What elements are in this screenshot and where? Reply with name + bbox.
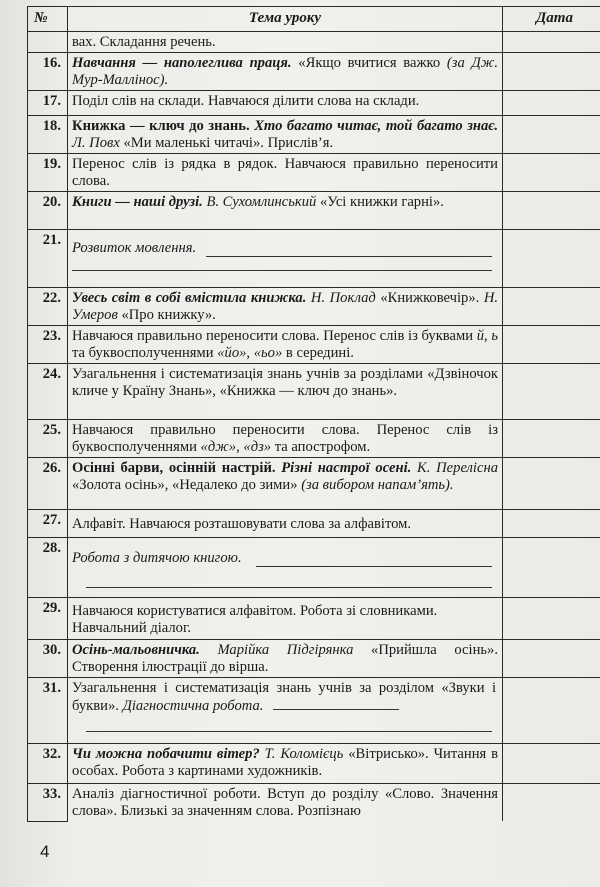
row-topic: Аналіз діагностичної роботи. Вступ до розділу «Слово. Значення слова». Близькі за значенням слова. Розпізнаю — [68, 784, 503, 822]
row-topic: Осінні барви, осінній настрій. Різні настрої осені. К. Перелісна «Золота осінь», «Недалеко до зими» (за вибором напам’ять). — [68, 458, 503, 510]
row-number: 19. — [28, 154, 68, 192]
row-topic: Навчаюся правильно переносити слова. Перенос слів із буквами й, ь та буквосполученнями «йо», «ьо» в середині. — [68, 326, 503, 364]
header-number: № — [28, 7, 68, 32]
row-date — [503, 364, 600, 420]
row-date — [503, 458, 600, 510]
row-number — [28, 32, 68, 53]
table-row — [28, 510, 600, 538]
table-row — [28, 538, 600, 598]
writing-line — [256, 552, 492, 567]
table-row — [28, 288, 600, 326]
page-number: 4 — [40, 842, 50, 861]
row-date — [503, 678, 600, 744]
row-topic: Навчаюся користуватися алфавітом. Робота зі словниками. Навчальний діалог. — [68, 598, 503, 640]
row-date — [503, 744, 600, 784]
writing-line — [273, 697, 399, 710]
row-topic: Увесь світ в собі вмістила книжка. Н. Поклад «Книжковечір». Н. Умеров «Про книжку». — [68, 288, 503, 326]
table-row — [28, 91, 600, 116]
table-row — [28, 116, 600, 154]
row-number: 18. — [28, 116, 68, 154]
row-date — [503, 230, 600, 288]
row-date — [503, 326, 600, 364]
table-row — [28, 598, 600, 640]
table-row — [28, 192, 600, 230]
row-topic: Перенос слів із рядка в рядок. Навчаюся правильно переносити слова. — [68, 154, 503, 192]
writing-line — [86, 715, 492, 732]
row-topic: вах. Складання речень. — [68, 32, 503, 53]
row-topic: Узагальнення і систематизація знань учнів за розділом «Звуки і букви». Діагностична робота. — [68, 678, 503, 744]
row-number: 23. — [28, 326, 68, 364]
row-date — [503, 154, 600, 192]
row-date — [503, 420, 600, 458]
row-number: 33. — [28, 784, 68, 822]
header-topic: Тема уроку — [68, 7, 503, 32]
row-number: 24. — [28, 364, 68, 420]
row-number: 32. — [28, 744, 68, 784]
row-number: 29. — [28, 598, 68, 640]
row-topic: Розвиток мовлення. — [68, 230, 503, 288]
row-date — [503, 192, 600, 230]
row-date — [503, 53, 600, 91]
row-number: 26. — [28, 458, 68, 510]
row-topic: Чи можна побачити вітер? Т. Коломієць «Вітрисько». Читання в особах. Робота з картинами художників. — [68, 744, 503, 784]
row-number: 30. — [28, 640, 68, 678]
writing-line — [206, 242, 492, 257]
row-date — [503, 288, 600, 326]
table-row — [28, 53, 600, 91]
row-date — [503, 32, 600, 53]
row-topic: Узагальнення і систематизація знань учнів за розділами «Дзвіночок кличе у Країну Знань», «Книжка — ключ до знань». — [68, 364, 503, 420]
table-row — [28, 420, 600, 458]
row-number: 17. — [28, 91, 68, 116]
table-row — [28, 326, 600, 364]
table-row — [28, 640, 600, 678]
row-topic: Навчаюся правильно переносити слова. Перенос слів із буквосполученнями «дж», «дз» та апострофом. — [68, 420, 503, 458]
table-row — [28, 744, 600, 784]
row-topic: Робота з дитячою книгою. — [68, 538, 503, 598]
lesson-plan-table — [27, 6, 600, 822]
row-topic: Книги — наші друзі. В. Сухомлинський «Усі книжки гарні». — [68, 192, 503, 230]
writing-line — [86, 567, 492, 588]
row-number: 25. — [28, 420, 68, 458]
table-row — [28, 458, 600, 510]
header-date: Дата — [503, 7, 600, 32]
table-row — [28, 784, 600, 822]
row-date — [503, 91, 600, 116]
table-row — [28, 678, 600, 744]
row-number: 31. — [28, 678, 68, 744]
row-number: 22. — [28, 288, 68, 326]
row-number: 27. — [28, 510, 68, 538]
row-topic: Книжка — ключ до знань. Хто багато читає, той багато знає. Л. Повх «Ми маленькі читачі». Прислів’я. — [68, 116, 503, 154]
row-date — [503, 640, 600, 678]
row-number: 21. — [28, 230, 68, 288]
row-topic: Навчання — наполеглива праця. «Якщо вчитися важко (за Дж. Мур-Маллінос). — [68, 53, 503, 91]
table-row — [28, 32, 600, 53]
row-topic: Поділ слів на склади. Навчаюся ділити слова на склади. — [68, 91, 503, 116]
table-header-row — [28, 7, 600, 32]
writing-line — [72, 257, 492, 271]
row-topic: Алфавіт. Навчаюся розташовувати слова за алфавітом. — [68, 510, 503, 538]
row-number: 20. — [28, 192, 68, 230]
row-date — [503, 784, 600, 822]
table-row — [28, 364, 600, 420]
table-row — [28, 230, 600, 288]
row-date — [503, 510, 600, 538]
row-number: 16. — [28, 53, 68, 91]
row-date — [503, 116, 600, 154]
row-number: 28. — [28, 538, 68, 598]
row-topic: Осінь-мальовничка. Марійка Підгірянка «Прийшла осінь». Створення ілюстрації до вірша. — [68, 640, 503, 678]
table-row — [28, 154, 600, 192]
row-date — [503, 538, 600, 598]
row-date — [503, 598, 600, 640]
